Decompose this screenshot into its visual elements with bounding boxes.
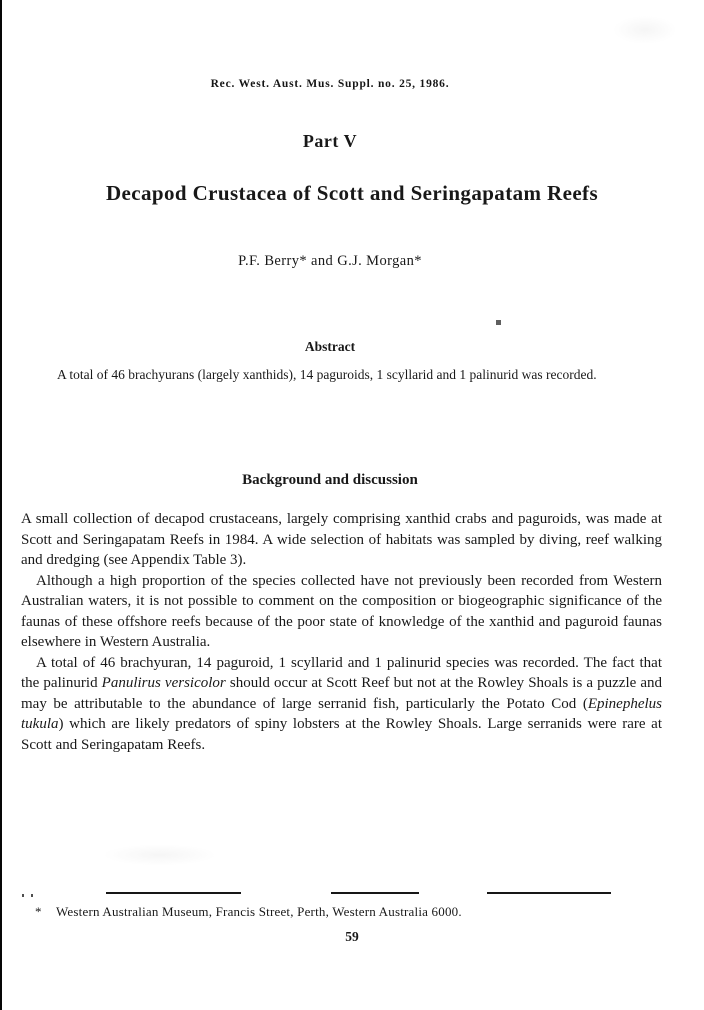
scan-artifact [22,894,33,897]
part-heading: Part V [302,131,358,151]
footnote-text: Western Australian Museum, Francis Street, Perth, Western Australia 6000. [56,904,462,919]
footnote-rule [487,892,611,894]
page-number: 59 [345,929,359,944]
scan-artifact [80,840,240,870]
page-title: Decapod Crustacea of Scott and Seringapatam Reefs [105,181,599,205]
paragraph: A total of 46 brachyuran, 14 paguroid, 1 scyllarid and 1 palinurid species was recorded. The fact that the palinurid Panulirus versicolor should occur at Scott Reef but not at the Rowley Shoals is a puzzle and may be attributable to the abundance of large serranid fish, particularly the Potato Cod (Epinephelus tukula) which are likely predators of spiny lobsters at the Rowley Shoals. Large serranids were rare at Scott and Seringapatam Reefs. [21,654,663,753]
paragraph: A small collection of decapod crustaceans, largely comprising xanthid crabs and paguroids, was made at Scott and Seringapatam Reefs in 1984. A wide selection of habitats was sampled by diving, reef walking and dredging (see Appendix Table 3). [21,511,662,568]
abstract-text: A total of 46 brachyurans (largely xanthids), 14 paguroids, 1 scyllarid and 1 palinurid was recorded. [57,367,597,382]
paragraph: Although a high proportion of the species collected have not previously been recorded from Western Australian waters, it is not possible to comment on the composition or biogeographic significance of the faunas of these offshore reefs because of the poor state of knowledge of the xanthid and paguroid faunas elsewhere in Western Australia. [21,572,662,650]
footnote-marker: * [35,904,42,919]
body-text [21,509,662,755]
footnote [35,904,655,920]
scan-artifact [496,320,501,325]
footnote-rule [106,892,241,894]
authors-line: P.F. Berry* and G.J. Morgan* [238,253,422,269]
section-heading: Background and discussion [242,472,418,488]
footnote-rule [331,892,419,894]
abstract-heading: Abstract [304,339,356,354]
journal-header: Rec. West. Aust. Mus. Suppl. no. 25, 1986. [210,78,450,90]
scan-artifact [600,10,690,50]
